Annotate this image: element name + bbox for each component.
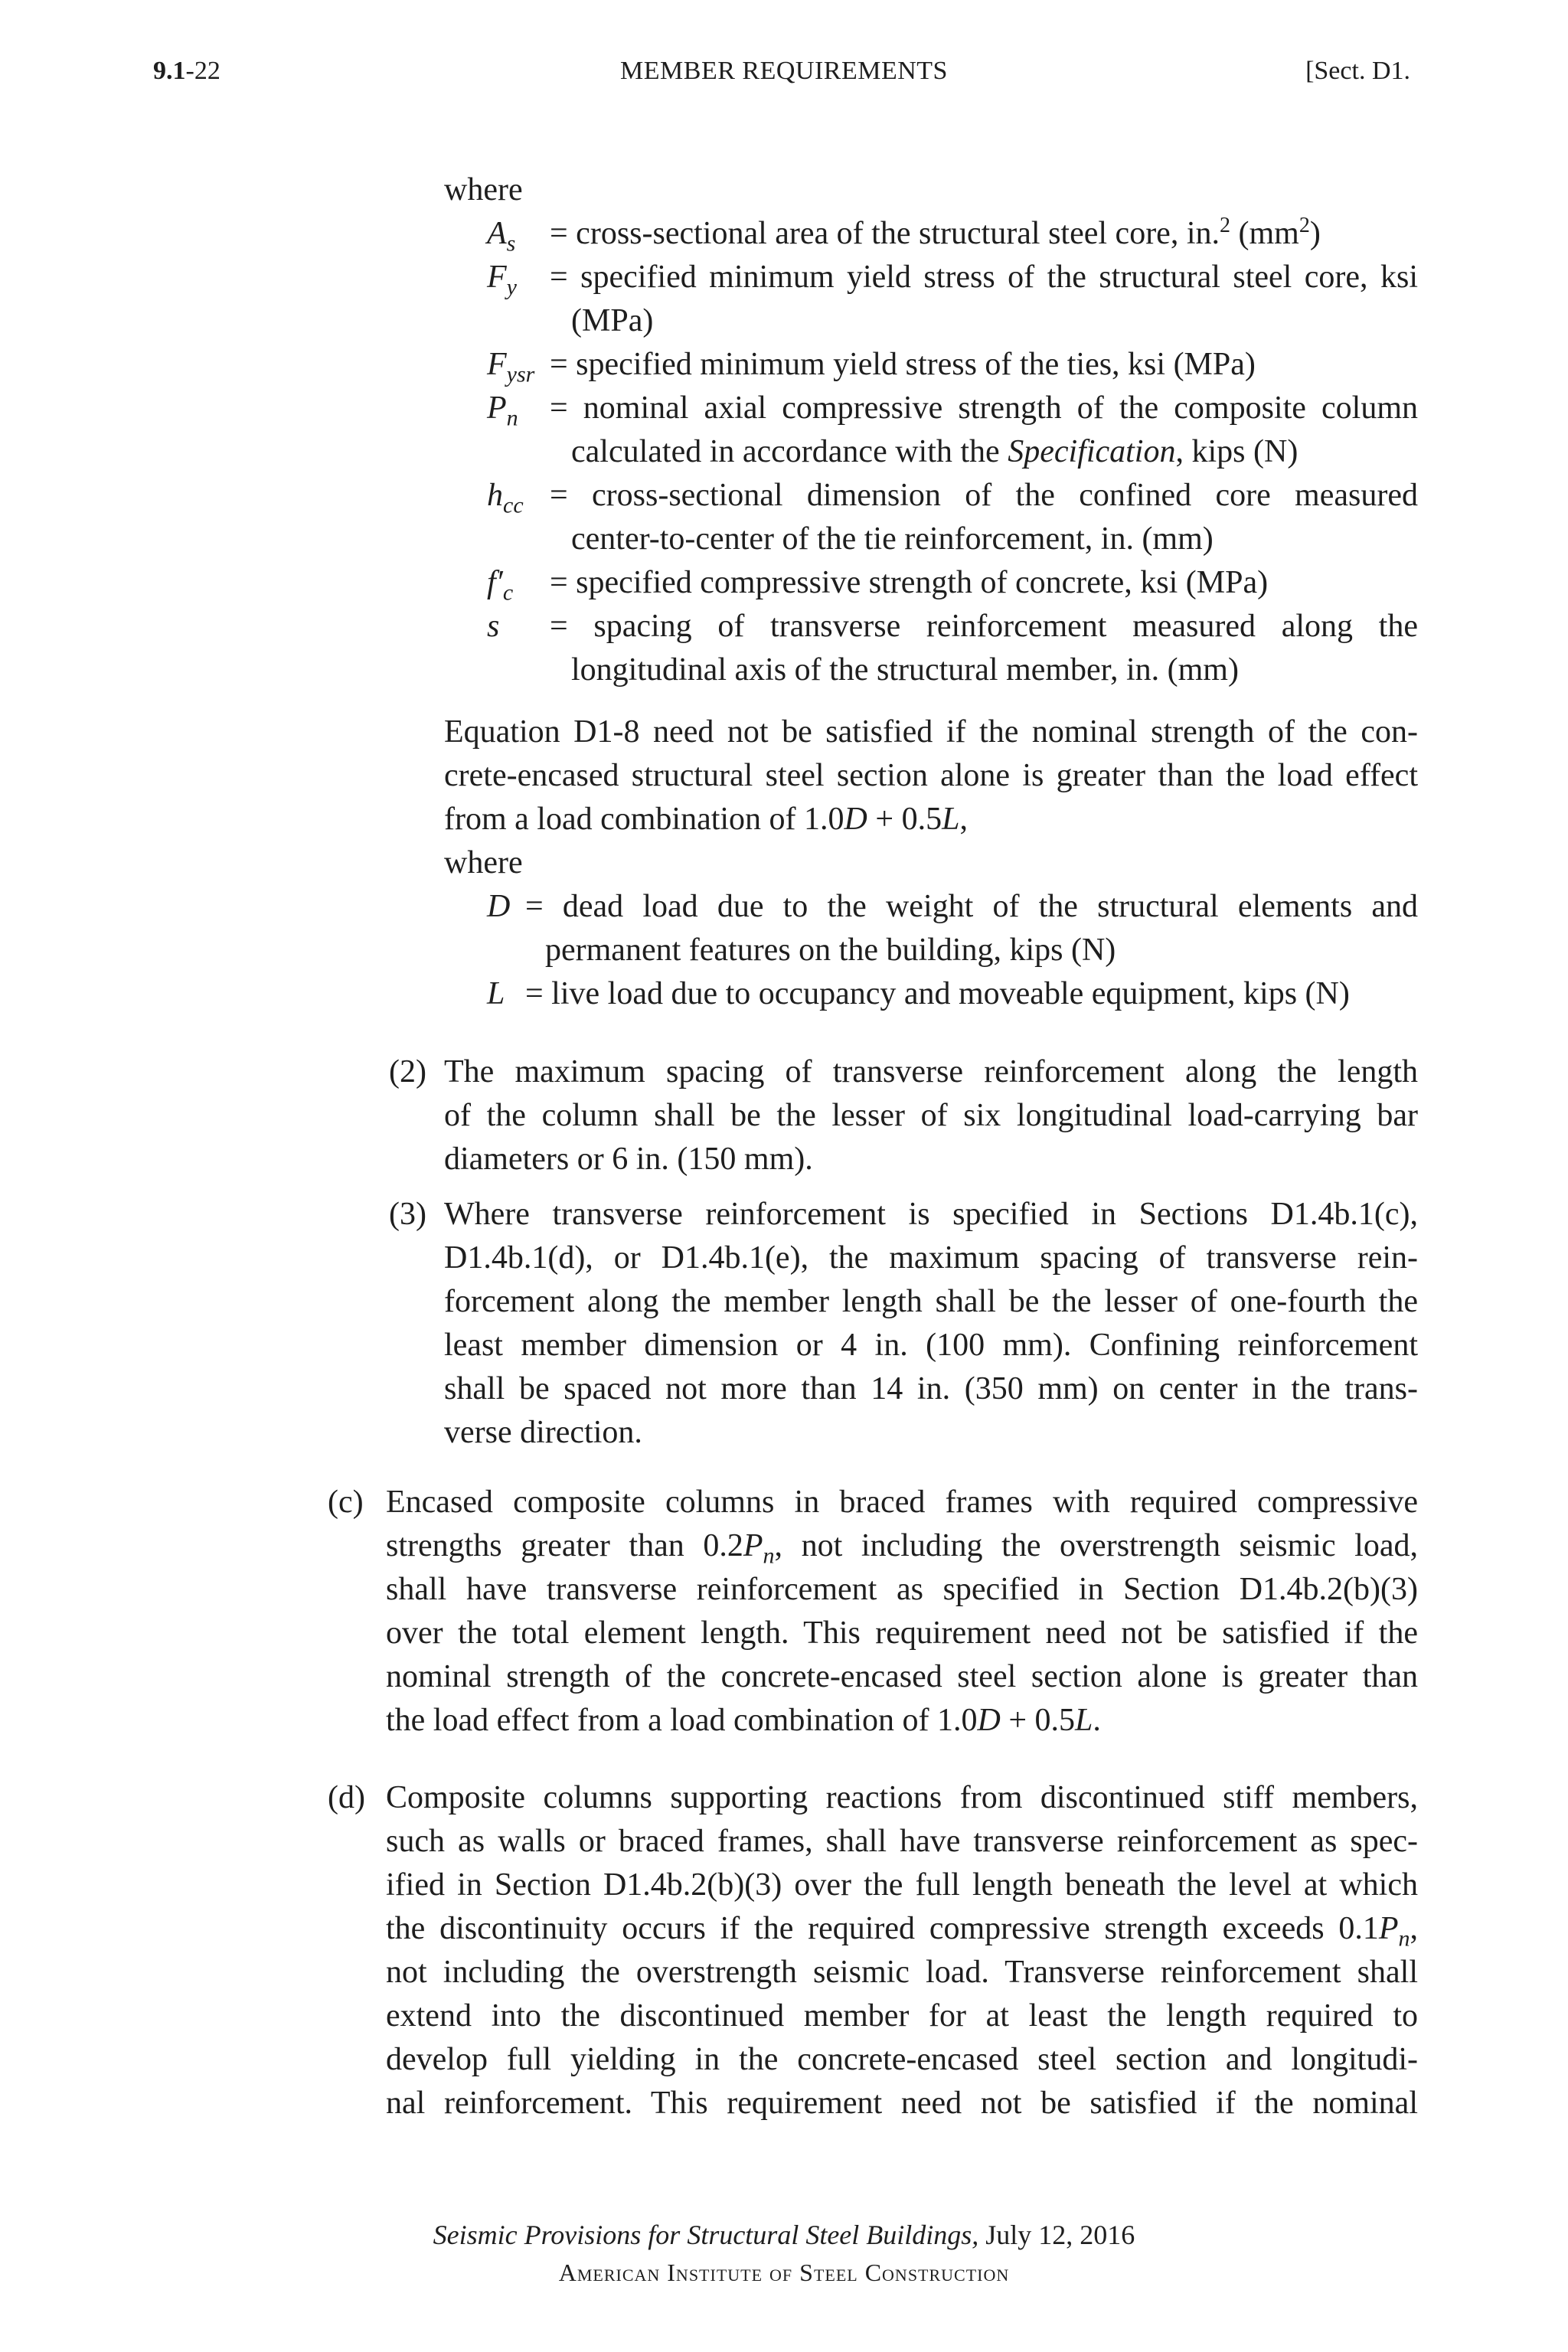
definition-text: = specified compressive strength of concrete, ksi (MPa) (550, 565, 1269, 600)
page-header (0, 57, 1568, 103)
symbol: s (487, 609, 500, 644)
item-line: ified in Section D1.4b.2(b)(3) over the full length beneath the level at which (386, 1867, 1418, 1903)
definition-text: = nominal axial compressive strength of the composite column (550, 390, 1418, 426)
definition-text-cont: (MPa) (571, 303, 654, 338)
definition-As (487, 212, 1418, 256)
item-line: of the column shall be the lesser of six longitudinal load-carrying bar (444, 1098, 1418, 1133)
item-label: (d) (328, 1780, 365, 1815)
item-line: D1.4b.1(d), or D1.4b.1(e), the maximum spacing of transverse rein- (444, 1240, 1418, 1276)
where-label-1: where (444, 172, 523, 207)
symbol: $A_s$ (487, 216, 516, 256)
definition-Pn (487, 387, 1418, 474)
item-line: verse direction. (444, 1415, 642, 1450)
definition-fc (487, 561, 1418, 605)
list-item-c (328, 1481, 1418, 1743)
definition-text: = live load due to occupancy and moveable equipment, kips (N) (525, 976, 1350, 1011)
definition-text-cont: longitudinal axis of the structural member, in. (mm) (571, 652, 1239, 688)
section-reference: [Sect. D1. (1305, 57, 1410, 85)
definition-text-cont: calculated in accordance with the Specification, kips (N) (571, 434, 1298, 469)
definition-Fysr (487, 343, 1418, 387)
item-text (386, 1776, 1418, 2125)
list-item-3 (389, 1193, 1418, 1455)
item-line: least member dimension or 4 in. (100 mm). Confining reinforcement (444, 1328, 1418, 1363)
item-line: Composite columns supporting reactions from discontinued stiff members, (386, 1780, 1418, 1815)
definition-text: = cross-sectional dimension of the confined core measured (550, 478, 1418, 513)
item-text (444, 1193, 1418, 1455)
item-line: develop full yielding in the concrete-encased steel section and longitudi- (386, 2042, 1418, 2077)
footer-publication: Seismic Provisions for Structural Steel Buildings, July 12, 2016 (433, 2220, 1135, 2250)
item-line: not including the overstrength seismic load. Transverse reinforcement shall (386, 1955, 1418, 1990)
definition-text-cont: permanent features on the building, kips (N) (545, 933, 1116, 968)
definition-list-1 (487, 212, 1418, 692)
item-line: diameters or 6 in. (150 mm). (444, 1142, 813, 1177)
definition-Fy (487, 256, 1418, 343)
item-label: (c) (328, 1485, 364, 1520)
para-line: Equation D1-8 need not be satisfied if the nominal strength of the con- (444, 714, 1418, 750)
definition-text: = dead load due to the weight of the structural elements and (525, 889, 1418, 924)
running-title: MEMBER REQUIREMENTS (620, 57, 948, 85)
item-line: the load effect from a load combination of 1.0D + 0.5L. (386, 1703, 1101, 1738)
definition-text-cont: center-to-center of the tie reinforcement, in. (mm) (571, 521, 1214, 557)
para-line: from a load combination of 1.0D + 0.5L, (444, 802, 968, 837)
item-line: shall have transverse reinforcement as specified in Section D1.4b.2(b)(3) (386, 1572, 1418, 1607)
item-label: (2) (389, 1054, 426, 1089)
list-item-d (328, 1776, 1418, 2125)
definition-list-2 (487, 885, 1418, 1016)
item-line: such as walls or braced frames, shall have transverse reinforcement as spec- (386, 1824, 1418, 1859)
item-line: nominal strength of the concrete-encased steel section alone is greater than (386, 1659, 1418, 1694)
footer-publisher: American Institute of Steel Construction (558, 2259, 1010, 2286)
item-label: (3) (389, 1197, 426, 1232)
item-line: over the total element length. This requirement need not be satisfied if the (386, 1615, 1418, 1651)
item-line: shall be spaced not more than 14 in. (350 mm) on center in the trans- (444, 1371, 1418, 1406)
symbol: $F_{ysr}$ (487, 347, 535, 387)
item-line: the discontinuity occurs if the required compressive strength exceeds $0.1P_n$, (386, 1911, 1418, 1952)
symbol: D (487, 889, 511, 924)
definition-text: = spacing of transverse reinforcement measured along the (550, 609, 1418, 644)
item-line: Where transverse reinforcement is specified in Sections D1.4b.1(c), (444, 1197, 1418, 1232)
item-line: Encased composite columns in braced frames with required compressive (386, 1485, 1418, 1520)
list-item-2 (389, 1050, 1418, 1181)
item-line: extend into the discontinued member for at least the length required to (386, 1998, 1418, 2034)
item-text (386, 1481, 1418, 1743)
definition-text: = specified minimum yield stress of the ties, ksi (MPa) (550, 347, 1256, 382)
symbol: $f'_c$ (487, 565, 514, 606)
item-line: nal reinforcement. This requirement need not be satisfied if the nominal (386, 2086, 1418, 2121)
page-number: 9.1-22 (153, 57, 220, 85)
item-line: The maximum spacing of transverse reinforcement along the length (444, 1054, 1418, 1089)
para-line: crete-encased structural steel section alone is greater than the load effect (444, 758, 1418, 793)
symbol: L (487, 976, 505, 1011)
definition-text: = specified minimum yield stress of the structural steel core, ksi (550, 260, 1418, 295)
equation-note-paragraph (444, 710, 1418, 841)
item-line: forcement along the member length shall be the lesser of one-fourth the (444, 1284, 1418, 1319)
definition-hcc (487, 474, 1418, 561)
symbol: $h_{cc}$ (487, 478, 524, 518)
definition-D (487, 885, 1418, 972)
item-line: strengths greater than $0.2P_n$, not including the overstrength seismic load, (386, 1528, 1418, 1569)
definition-text: = cross-sectional area of the structural steel core, in.$^2$ $(mm^2)$ (550, 214, 1321, 251)
item-text (444, 1050, 1418, 1181)
definition-L (487, 972, 1418, 1016)
where-label-2: where (444, 845, 523, 880)
symbol: $F_y$ (487, 260, 517, 300)
symbol: $P_n$ (487, 390, 518, 431)
definition-s (487, 605, 1418, 692)
